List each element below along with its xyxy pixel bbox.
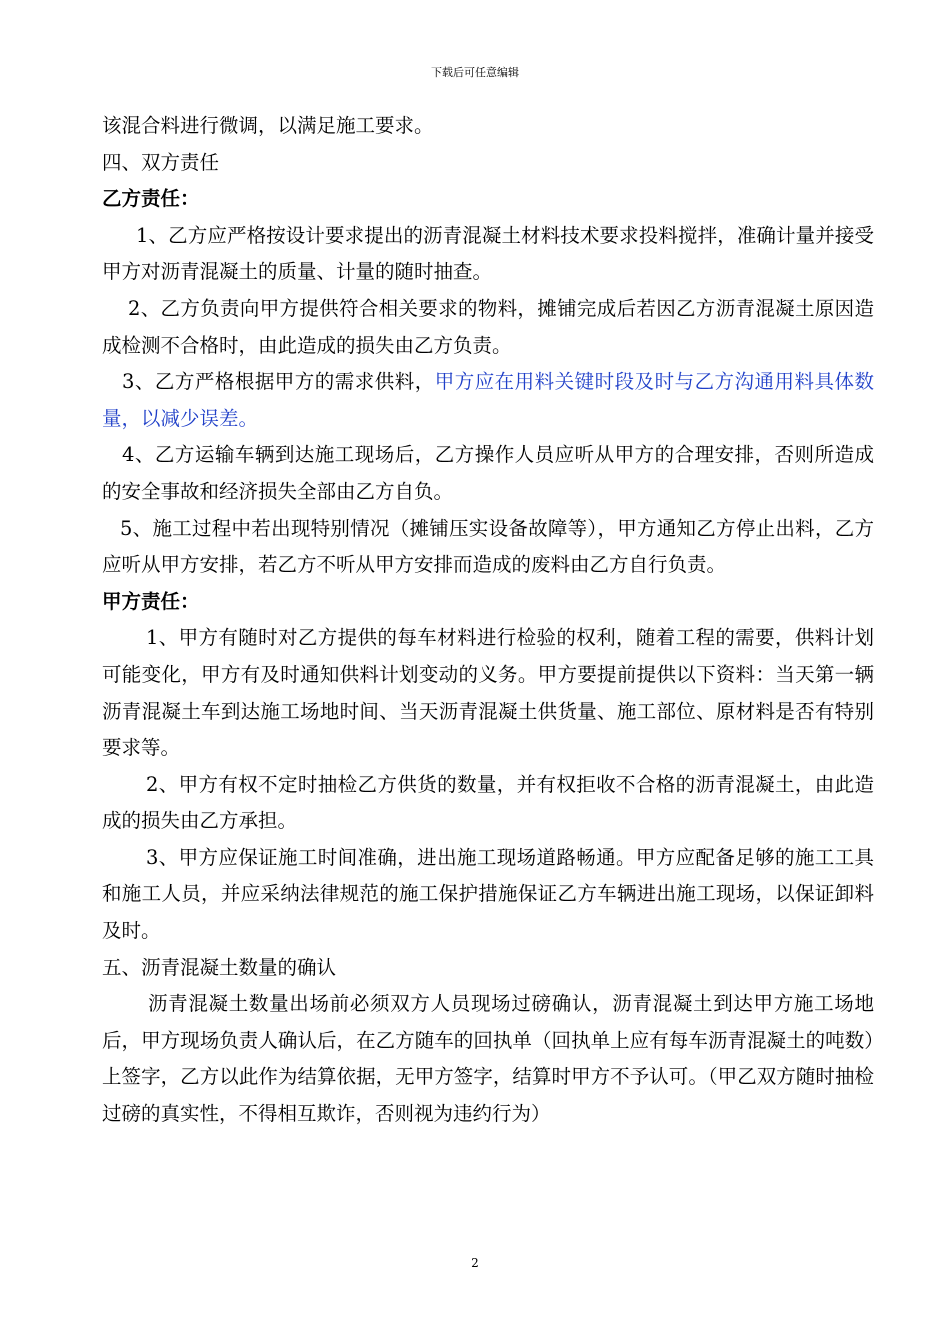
section-heading-4: 四、双方责任 <box>102 150 220 174</box>
party-a-item-2: 2、甲方有权不定时抽检乙方供货的数量，并有权拒收不合格的沥青混凝土，由此造成的损失由乙方承担。 <box>102 772 874 833</box>
party-b-item-3-text: 3、乙方严格根据甲方的需求供料， <box>122 370 435 394</box>
party-a-item-1: 1、甲方有随时对乙方提供的每车材料进行检验的权利，随着工程的需要，供料计划可能变化，甲方有及时通知供料计划变动的义务。甲方要提前提供以下资料：当天第一辆沥青混凝土车到达施工场地时间、当天沥青混凝土供货量、施工部位、原材料是否有特别要求等。 <box>102 626 874 760</box>
party-b-item-1: 1、乙方应严格按设计要求提出的沥青混凝土材料技术要求投料搅拌，准确计量并接受甲方对沥青混凝土的质量、计量的随时抽查。 <box>102 223 874 284</box>
party-b-item-2: 2、乙方负责向甲方提供符合相关要求的物料，摊铺完成后若因乙方沥青混凝土原因造成检测不合格时，由此造成的损失由乙方负责。 <box>102 296 874 357</box>
document-body <box>102 108 874 1133</box>
page-header: 下载后可任意编辑 <box>431 66 519 79</box>
party-b-item-5: 5、施工过程中若出现特别情况（摊铺压实设备故障等），甲方通知乙方停止出料，乙方应听从甲方安排，若乙方不听从甲方安排而造成的废料由乙方自行负责。 <box>102 516 874 577</box>
party-a-heading: 甲方责任： <box>102 589 200 613</box>
party-b-item-3-highlight: 甲方应在用料关键时段及时与乙方沟通用料具体数量，以减少误差。 <box>102 370 874 430</box>
party-b-item-4: 4、乙方运输车辆到达施工现场后，乙方操作人员应听从甲方的合理安排，否则所造成的安全事故和经济损失全部由乙方自负。 <box>102 443 874 503</box>
page-number: 2 <box>471 1256 479 1270</box>
party-a-item-3: 3、甲方应保证施工时间准确，进出施工现场道路畅通。甲方应配备足够的施工工具和施工人员，并应采纳法律规范的施工保护措施保证乙方车辆进出施工现场，以保证卸料及时。 <box>102 845 874 943</box>
party-b-item-3 <box>102 364 874 437</box>
quantity-confirmation-paragraph: 沥青混凝土数量出场前必须双方人员现场过磅确认，沥青混凝土到达甲方施工场地后，甲方现场负责人确认后，在乙方随车的回执单（回执单上应有每车沥青混凝土的吨数）上签字，乙方以此作为结算依据，无甲方签字，结算时甲方不予认可。（甲乙双方随时抽检过磅的真实性，不得相互欺诈，否则视为违约行为） <box>102 992 874 1126</box>
party-b-heading: 乙方责任： <box>102 187 200 211</box>
continuation-line: 该混合料进行微调，以满足施工要求。 <box>102 114 434 137</box>
section-heading-5: 五、沥青混凝土数量的确认 <box>102 955 337 979</box>
